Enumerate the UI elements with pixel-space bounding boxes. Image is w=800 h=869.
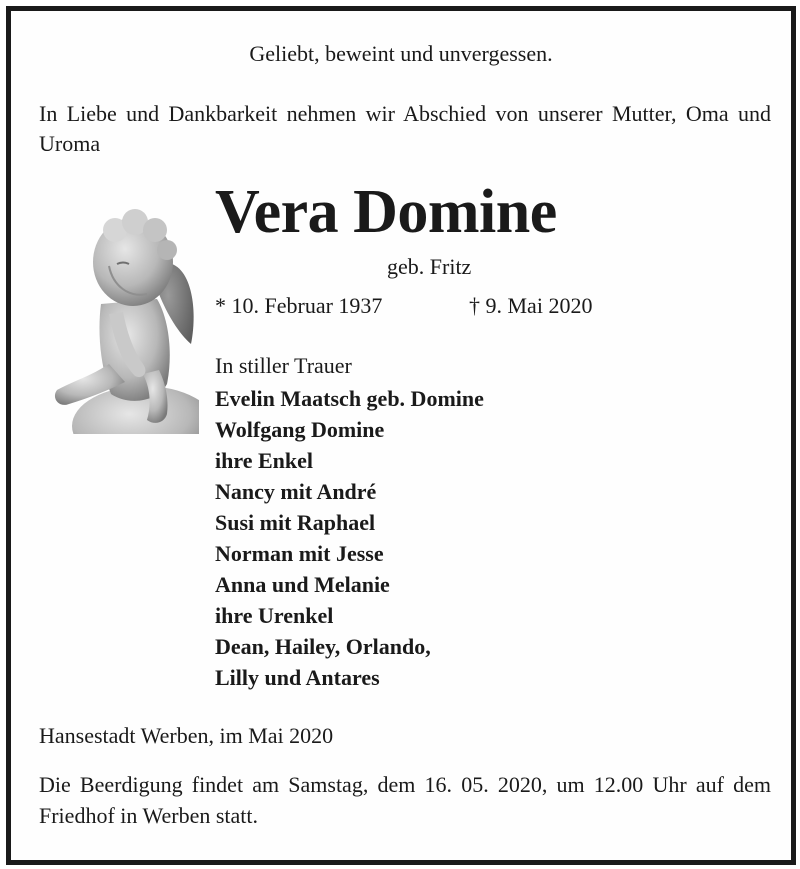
obituary-notice (6, 6, 796, 865)
mourning-heading: In stiller Trauer (215, 353, 352, 378)
mourner-line: Wolfgang Domine (215, 417, 385, 442)
intro-text: In Liebe und Dankbarkeit nehmen wir Abschied von unserer Mutter, Oma und Uroma (39, 101, 771, 156)
birth-date: * 10. Februar 1937 (215, 293, 383, 318)
mourner-line: ihre Urenkel (215, 603, 334, 628)
mourner-line: Anna und Melanie (215, 572, 390, 597)
mourner-line: Susi mit Raphael (215, 510, 376, 535)
mourner-line: Lilly und Antares (215, 665, 380, 690)
funeral-info: Die Beerdigung findet am Samstag, dem 16. 05. 2020, um 12.00 Uhr auf dem Friedhof in Werben statt. (39, 772, 771, 828)
mourners-list (215, 383, 484, 693)
mourner-line: Norman mit Jesse (215, 541, 384, 566)
cherub-statue-icon (39, 194, 199, 434)
mourner-line: Evelin Maatsch geb. Domine (215, 386, 484, 411)
maiden-name: geb. Fritz (387, 254, 472, 279)
mourner-line: Nancy mit André (215, 479, 377, 504)
death-date: † 9. Mai 2020 (469, 293, 593, 318)
mourner-line: ihre Enkel (215, 448, 314, 473)
mourner-line: Dean, Hailey, Orlando, (215, 634, 431, 659)
deceased-name: Vera Domine (215, 178, 557, 246)
place-date: Hansestadt Werben, im Mai 2020 (39, 723, 334, 748)
motto-line: Geliebt, beweint und unvergessen. (249, 41, 553, 66)
